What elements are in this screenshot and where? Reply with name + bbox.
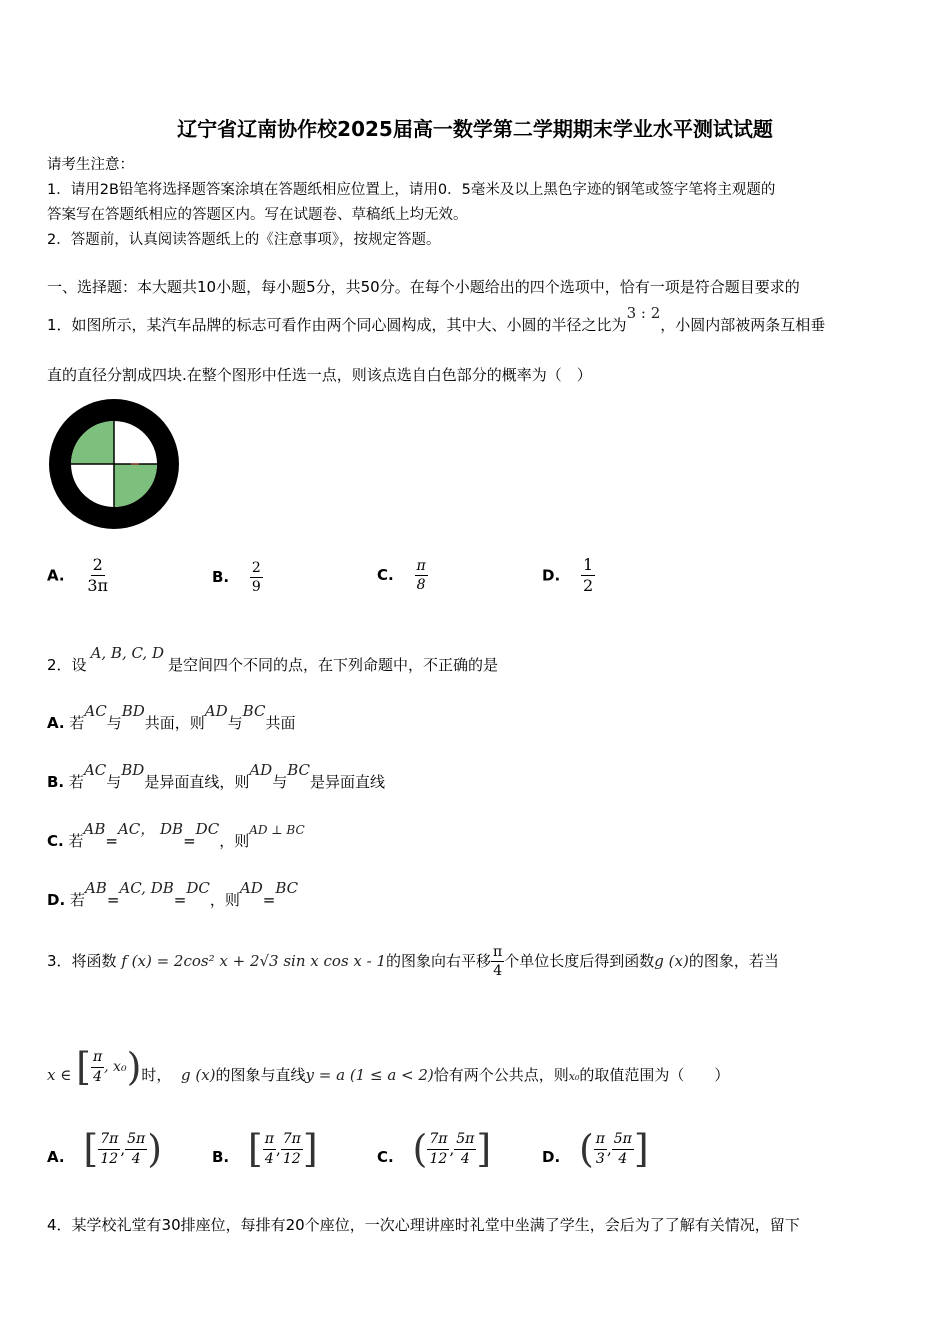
car-logo-figure <box>47 397 181 531</box>
q3-option-a: A. [ $\frac{7\pi}{12}$ , $\frac{5\pi}{4}$ ) <box>47 1127 163 1171</box>
q1-text-b: ，小圆内部被两条互相垂 <box>660 316 826 334</box>
q3-option-d: D. ( $\frac{\pi}{3}$ , $\frac{5\pi}{4}$ ] <box>542 1127 649 1171</box>
q1-option-b-fraction: $\frac{2}{9}$ <box>251 560 261 596</box>
q1-line-2: 直的直径分割成四块.在整个图形中任选一点，则该点选自白色部分的概率为（ ） <box>47 366 592 384</box>
q2-stem: 2．设A, B, C, D是空间四个不同的点，在下列命题中，不正确的是 <box>47 644 499 674</box>
q3-interval: [ $\frac{\pi}{4}$ , x₀ ) <box>76 1045 142 1089</box>
q1-line-1 <box>47 304 826 335</box>
q1-option-d: D. $\frac{1}{2}$ <box>542 555 594 596</box>
q3-option-c: C. ( $\frac{7\pi}{12}$ , $\frac{5\pi}{4}$ ] <box>377 1127 492 1171</box>
q1-option-c: C. $\frac{\pi}{8}$ <box>377 558 426 594</box>
notice-line-1a: 1．请用2B铅笔将选择题答案涂填在答题纸相应位置上，请用0．5毫米及以上黑色字迹的钢笔或签字笔将主观题的 <box>47 182 776 198</box>
q3-shift: $\frac{\pi}{4}$ <box>493 944 503 980</box>
q1-option-b: B. $\frac{2}{9}$ <box>212 560 261 596</box>
notice-line-1b: 答案写在答题纸相应的答题区内。写在试题卷、草稿纸上均无效。 <box>47 207 468 223</box>
q1-option-a: A. $\frac{2}{3\pi}$ <box>47 555 109 596</box>
q2-option-d: D. 若AB=AC, DB=DC，则AD=BC <box>47 879 299 909</box>
q3-option-b: B. [ $\frac{\pi}{4}$ , $\frac{7\pi}{12}$ ] <box>212 1127 318 1171</box>
q4-stem: 4．某学校礼堂有30排座位，每排有20个座位，一次心理讲座时礼堂中坐满了学生，会后为了了解有关情况，留下 <box>47 1216 800 1234</box>
q1-number: 1． <box>47 316 72 334</box>
q1-text-a: 如图所示，某汽车品牌的标志可看作由两个同心圆构成，其中大、小圆的半径之比为 <box>71 316 627 334</box>
q1-option-c-fraction: $\frac{\pi}{8}$ <box>416 558 426 594</box>
q2-option-a: A. 若AC与BD共面，则AD与BC共面 <box>47 702 296 732</box>
q2-option-c: C. 若AB=AC， DB=DC，则$^{AD \perp BC}$ <box>47 820 305 850</box>
notice-heading: 请考生注意： <box>47 157 134 173</box>
q2-points: A, B, C, D <box>90 644 164 662</box>
q3-function: f (x) = 2cos² x + 2√3 sin x cos x - 1 <box>121 952 387 971</box>
q1-option-a-fraction: $\frac{2}{3\pi}$ <box>87 555 109 596</box>
section-heading: 一、选择题：本大题共10小题，每小题5分，共50分。在每个小题给出的四个选项中，恰有一项是符合题目要求的 <box>47 278 800 296</box>
q1-option-d-fraction: $\frac{1}{2}$ <box>582 555 594 596</box>
q2-option-b: B. 若AC与BD是异面直线，则AD与BC是异面直线 <box>47 761 386 791</box>
notice-line-2: 2．答题前，认真阅读答题纸上的《注意事项》，按规定答题。 <box>47 232 441 248</box>
q3-stem: 3．将函数 f (x) = 2cos² x + 2√3 sin x cos x - 1的图象向右平移 $\frac{\pi}{4}$ 个单位长度后得到函数g (x)的图象，若当 <box>47 944 779 980</box>
q1-ratio: 3 : 2 <box>626 304 661 322</box>
page-title: 辽宁省辽南协作校2025届高一数学第二学期期末学业水平测试试题 <box>177 117 773 141</box>
q3-condition: x ∈ [ $\frac{\pi}{4}$ , x₀ ) 时， g (x)的图象与直线y = a (1 ≤ a < 2)恰有两个公共点，则x₀的取值范围为（ ） <box>47 1045 730 1089</box>
